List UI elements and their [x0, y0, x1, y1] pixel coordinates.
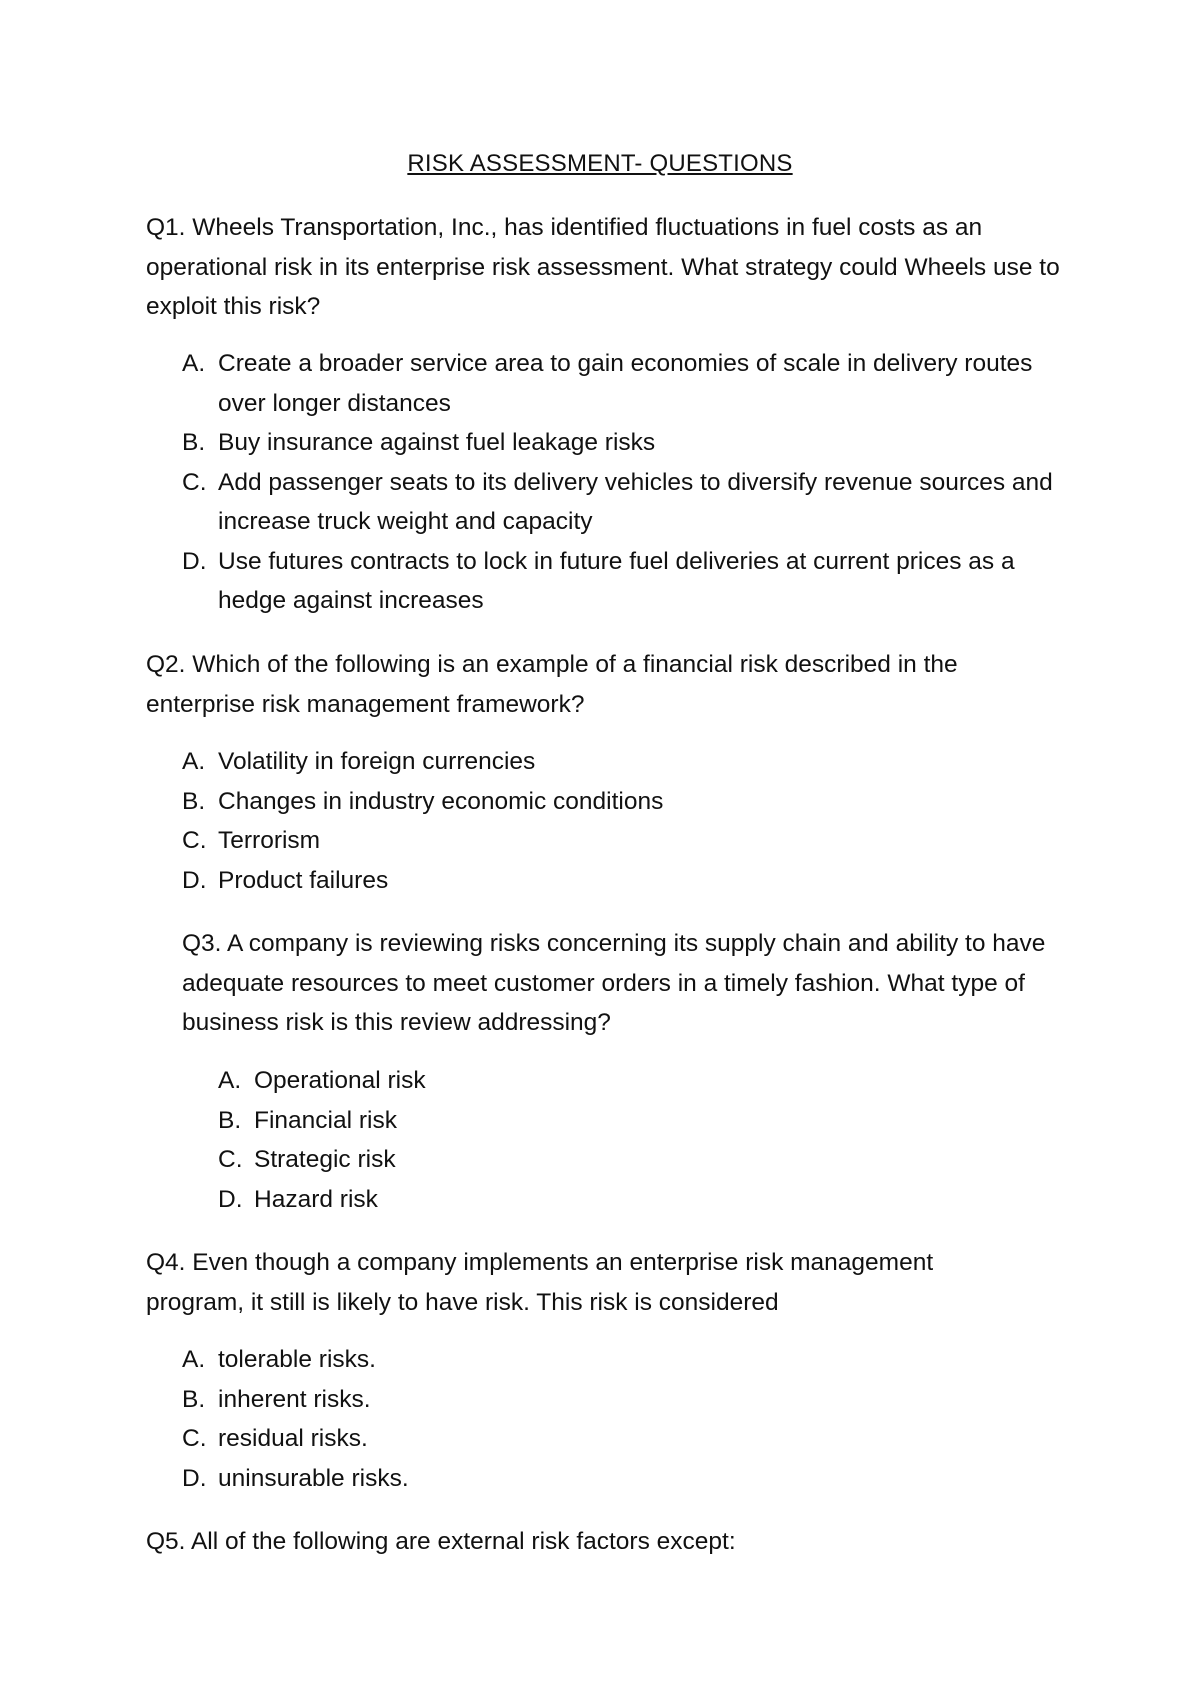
question-text-q3: Q3. A company is reviewing risks concerning its supply chain and ability to have adequate resources to meet customer orders in a timely fashion. What type of business risk is this review addressing? — [182, 930, 1046, 1036]
option-letter: A. — [182, 1346, 206, 1373]
question-text-q4: Q4. Even though a company implements an enterprise risk management program, it still is likely to have risk. This risk is considered — [146, 1249, 934, 1316]
option-letter: A. — [182, 748, 206, 775]
option-letter: B. — [182, 429, 206, 456]
option-text: Changes in industry economic conditions — [218, 787, 664, 815]
option-q2-b — [182, 782, 1042, 822]
option-letter: B. — [182, 1385, 206, 1413]
option-q4-c — [182, 1419, 1022, 1459]
option-letter: D. — [182, 547, 207, 575]
option-letter: A. — [182, 350, 206, 377]
option-text: Product failures — [218, 866, 389, 894]
option-letter: C. — [182, 468, 207, 496]
option-letter: C. — [182, 827, 207, 854]
option-text: Operational risk — [254, 1067, 426, 1094]
options-q4 — [182, 1340, 1022, 1498]
option-q2-c — [182, 821, 1042, 861]
option-letter: C. — [182, 1425, 207, 1452]
option-letter: D. — [182, 1464, 207, 1492]
option-letter: A. — [218, 1067, 242, 1094]
options-q3 — [218, 1061, 1038, 1219]
question-text-q1: Q1. Wheels Transportation, Inc., has identified fluctuations in fuel costs as an operational risk in its enterprise risk assessment. What strategy could Wheels use to exploit this risk? — [146, 214, 1060, 320]
option-text: Terrorism — [218, 827, 321, 854]
question-block-q4 — [146, 1243, 1026, 1322]
option-text: Volatility in foreign currencies — [218, 748, 536, 775]
option-q3-b — [218, 1101, 1038, 1141]
option-q1-d — [182, 542, 1072, 621]
option-letter: C. — [218, 1146, 243, 1173]
options-q2 — [182, 742, 1042, 900]
option-text: Add passenger seats to its delivery vehicles to diversify revenue sources and increase truck weight and capacity — [218, 468, 1053, 535]
option-q4-d — [182, 1459, 1022, 1499]
option-letter: B. — [218, 1106, 242, 1134]
question-text-q2: Q2. Which of the following is an example of a financial risk described in the enterprise risk management framework? — [146, 651, 958, 718]
option-q3-d — [218, 1180, 1038, 1220]
document-title: RISK ASSESSMENT- QUESTIONS — [407, 150, 793, 177]
question-block-q2 — [146, 645, 1046, 724]
option-letter: D. — [218, 1185, 243, 1213]
option-q1-c — [182, 463, 1072, 542]
option-text: residual risks. — [218, 1425, 368, 1452]
options-q1 — [182, 344, 1072, 621]
option-text: inherent risks. — [218, 1385, 371, 1413]
option-text: Use futures contracts to lock in future fuel deliveries at current prices as a hedge against increases — [218, 547, 1015, 614]
option-letter: B. — [182, 787, 206, 815]
option-text: Strategic risk — [254, 1146, 396, 1173]
option-q3-c — [218, 1140, 1038, 1180]
question-text-q5: Q5. All of the following are external risk factors except: — [146, 1528, 736, 1555]
option-q1-a — [182, 344, 1072, 423]
option-text: Financial risk — [254, 1106, 397, 1134]
question-block-q5 — [146, 1522, 1046, 1562]
option-text: Hazard risk — [254, 1185, 378, 1213]
option-q3-a — [218, 1061, 1038, 1101]
option-q1-b — [182, 423, 1072, 463]
question-block-q1 — [146, 208, 1061, 327]
option-q4-a — [182, 1340, 1022, 1380]
option-text: tolerable risks. — [218, 1346, 376, 1373]
option-text: Create a broader service area to gain economies of scale in delivery routes over longer distances — [218, 350, 1033, 417]
option-text: uninsurable risks. — [218, 1464, 409, 1492]
question-block-q3 — [182, 924, 1082, 1043]
option-q2-a — [182, 742, 1042, 782]
option-letter: D. — [182, 866, 207, 894]
option-q2-d — [182, 861, 1042, 901]
option-text: Buy insurance against fuel leakage risks — [218, 429, 656, 456]
option-q4-b — [182, 1380, 1022, 1420]
